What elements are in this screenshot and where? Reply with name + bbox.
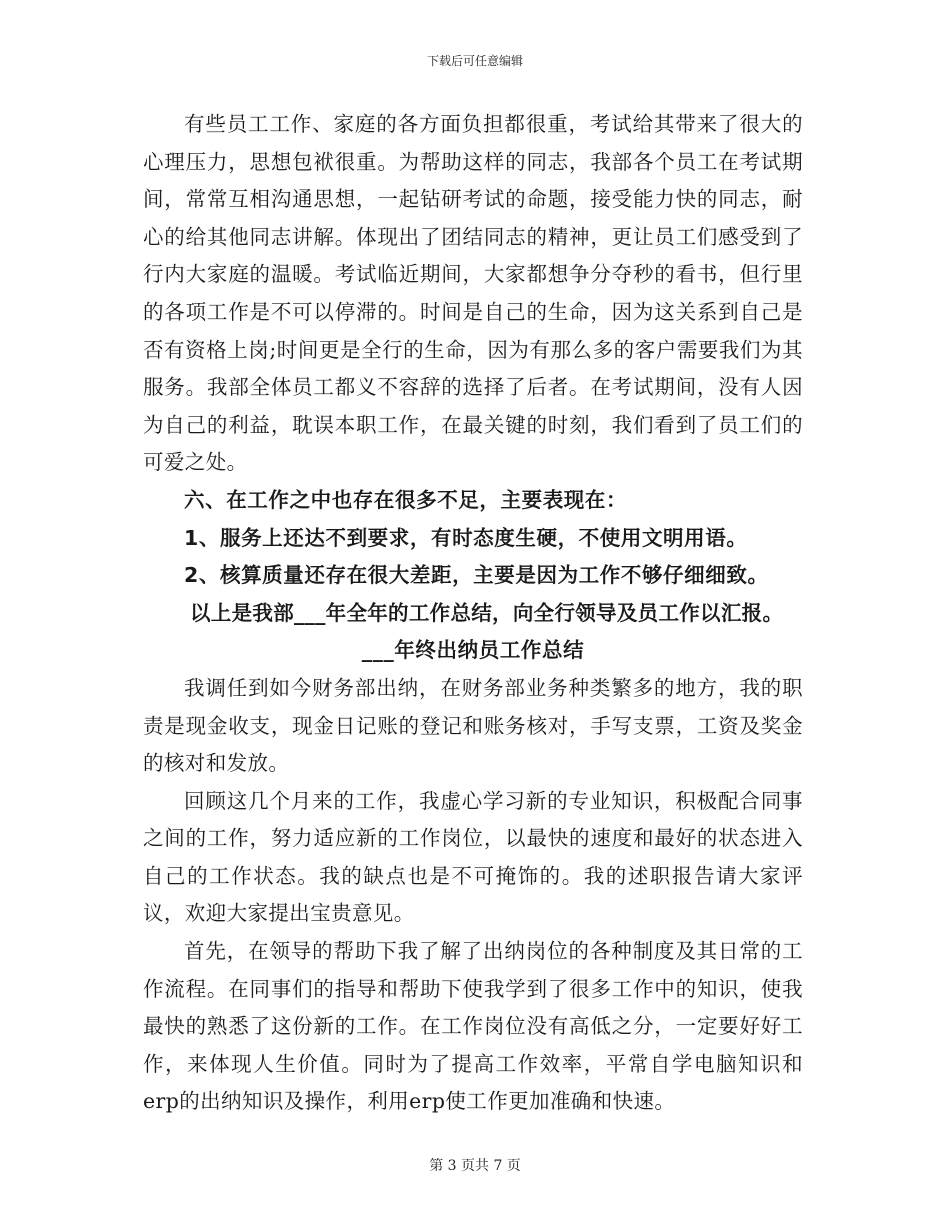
- summary-statement: 以上是我部___年全年的工作总结，向全行领导及员工作以汇报。: [190, 600, 784, 625]
- shortcoming-item-1: 1、服务上还达不到要求，有时态度生硬，不使用文明用语。: [184, 525, 748, 550]
- paragraph-exam-support: 有些员工工作、家庭的各方面负担都很重，考试给其带来了很大的心理压力，思想包袱很重。为帮助这样的同志，我部各个员工在考试期间，常常互相沟通思想，一起钻研考试的命题，接受能力快的同志，耐心的给其他同志讲解。体现出了团结同志的精神，更让员工们感受到了行内大家庭的温暖。考试临近期间，大家都想争分夺秒的看书，但行里的各项工作是不可以停滞的。时间是自己的生命，因为这关系到自己是否有资格上岗;时间更是全行的生命，因为有那么多的客户需要我们为其服务。我部全体员工都义不容辞的选择了后者。在考试期间，没有人因为自己的利益，耽误本职工作，在最关键的时刻，我们看到了员工们的可爱之处。: [143, 112, 803, 475]
- shortcoming-item-2: 2、核算质量还存在很大差距，主要是因为工作不够仔细细致。: [184, 563, 769, 588]
- document-title-cashier-summary: ___年终出纳员工作总结: [361, 638, 585, 663]
- paragraph-first-points: 首先，在领导的帮助下我了解了出纳岗位的各种制度及其日常的工作流程。在同事们的指导和帮助下使我学到了很多工作中的知识，使我最快的熟悉了这份新的工作。在工作岗位没有高低之分，一定要好好工作，来体现人生价值。同时为了提高工作效率，平常自学电脑知识和erp的出纳知识及操作，利用erp使工作更加准确和快速。: [143, 939, 803, 1114]
- document-body: [143, 106, 803, 1121]
- section-heading-shortcomings: 六、在工作之中也存在很多不足，主要表现在：: [184, 487, 628, 512]
- page-header: 下载后可任意编辑: [426, 54, 523, 68]
- paragraph-review: 回顾这几个月来的工作，我虚心学习新的专业知识，积极配合同事之间的工作，努力适应新的工作岗位，以最快的速度和最好的状态进入自己的工作状态。我的缺点也是不可掩饰的。我的述职报告请大家评议，欢迎大家提出宝贵意见。: [143, 788, 803, 926]
- page-footer: 第 3 页共 7 页: [429, 1158, 521, 1174]
- paragraph-job-duties: 我调任到如今财务部出纳，在财务部业务种类繁多的地方，我的职责是现金收支，现金日记账的登记和账务核对，手写支票，工资及奖金的核对和发放。: [143, 675, 803, 776]
